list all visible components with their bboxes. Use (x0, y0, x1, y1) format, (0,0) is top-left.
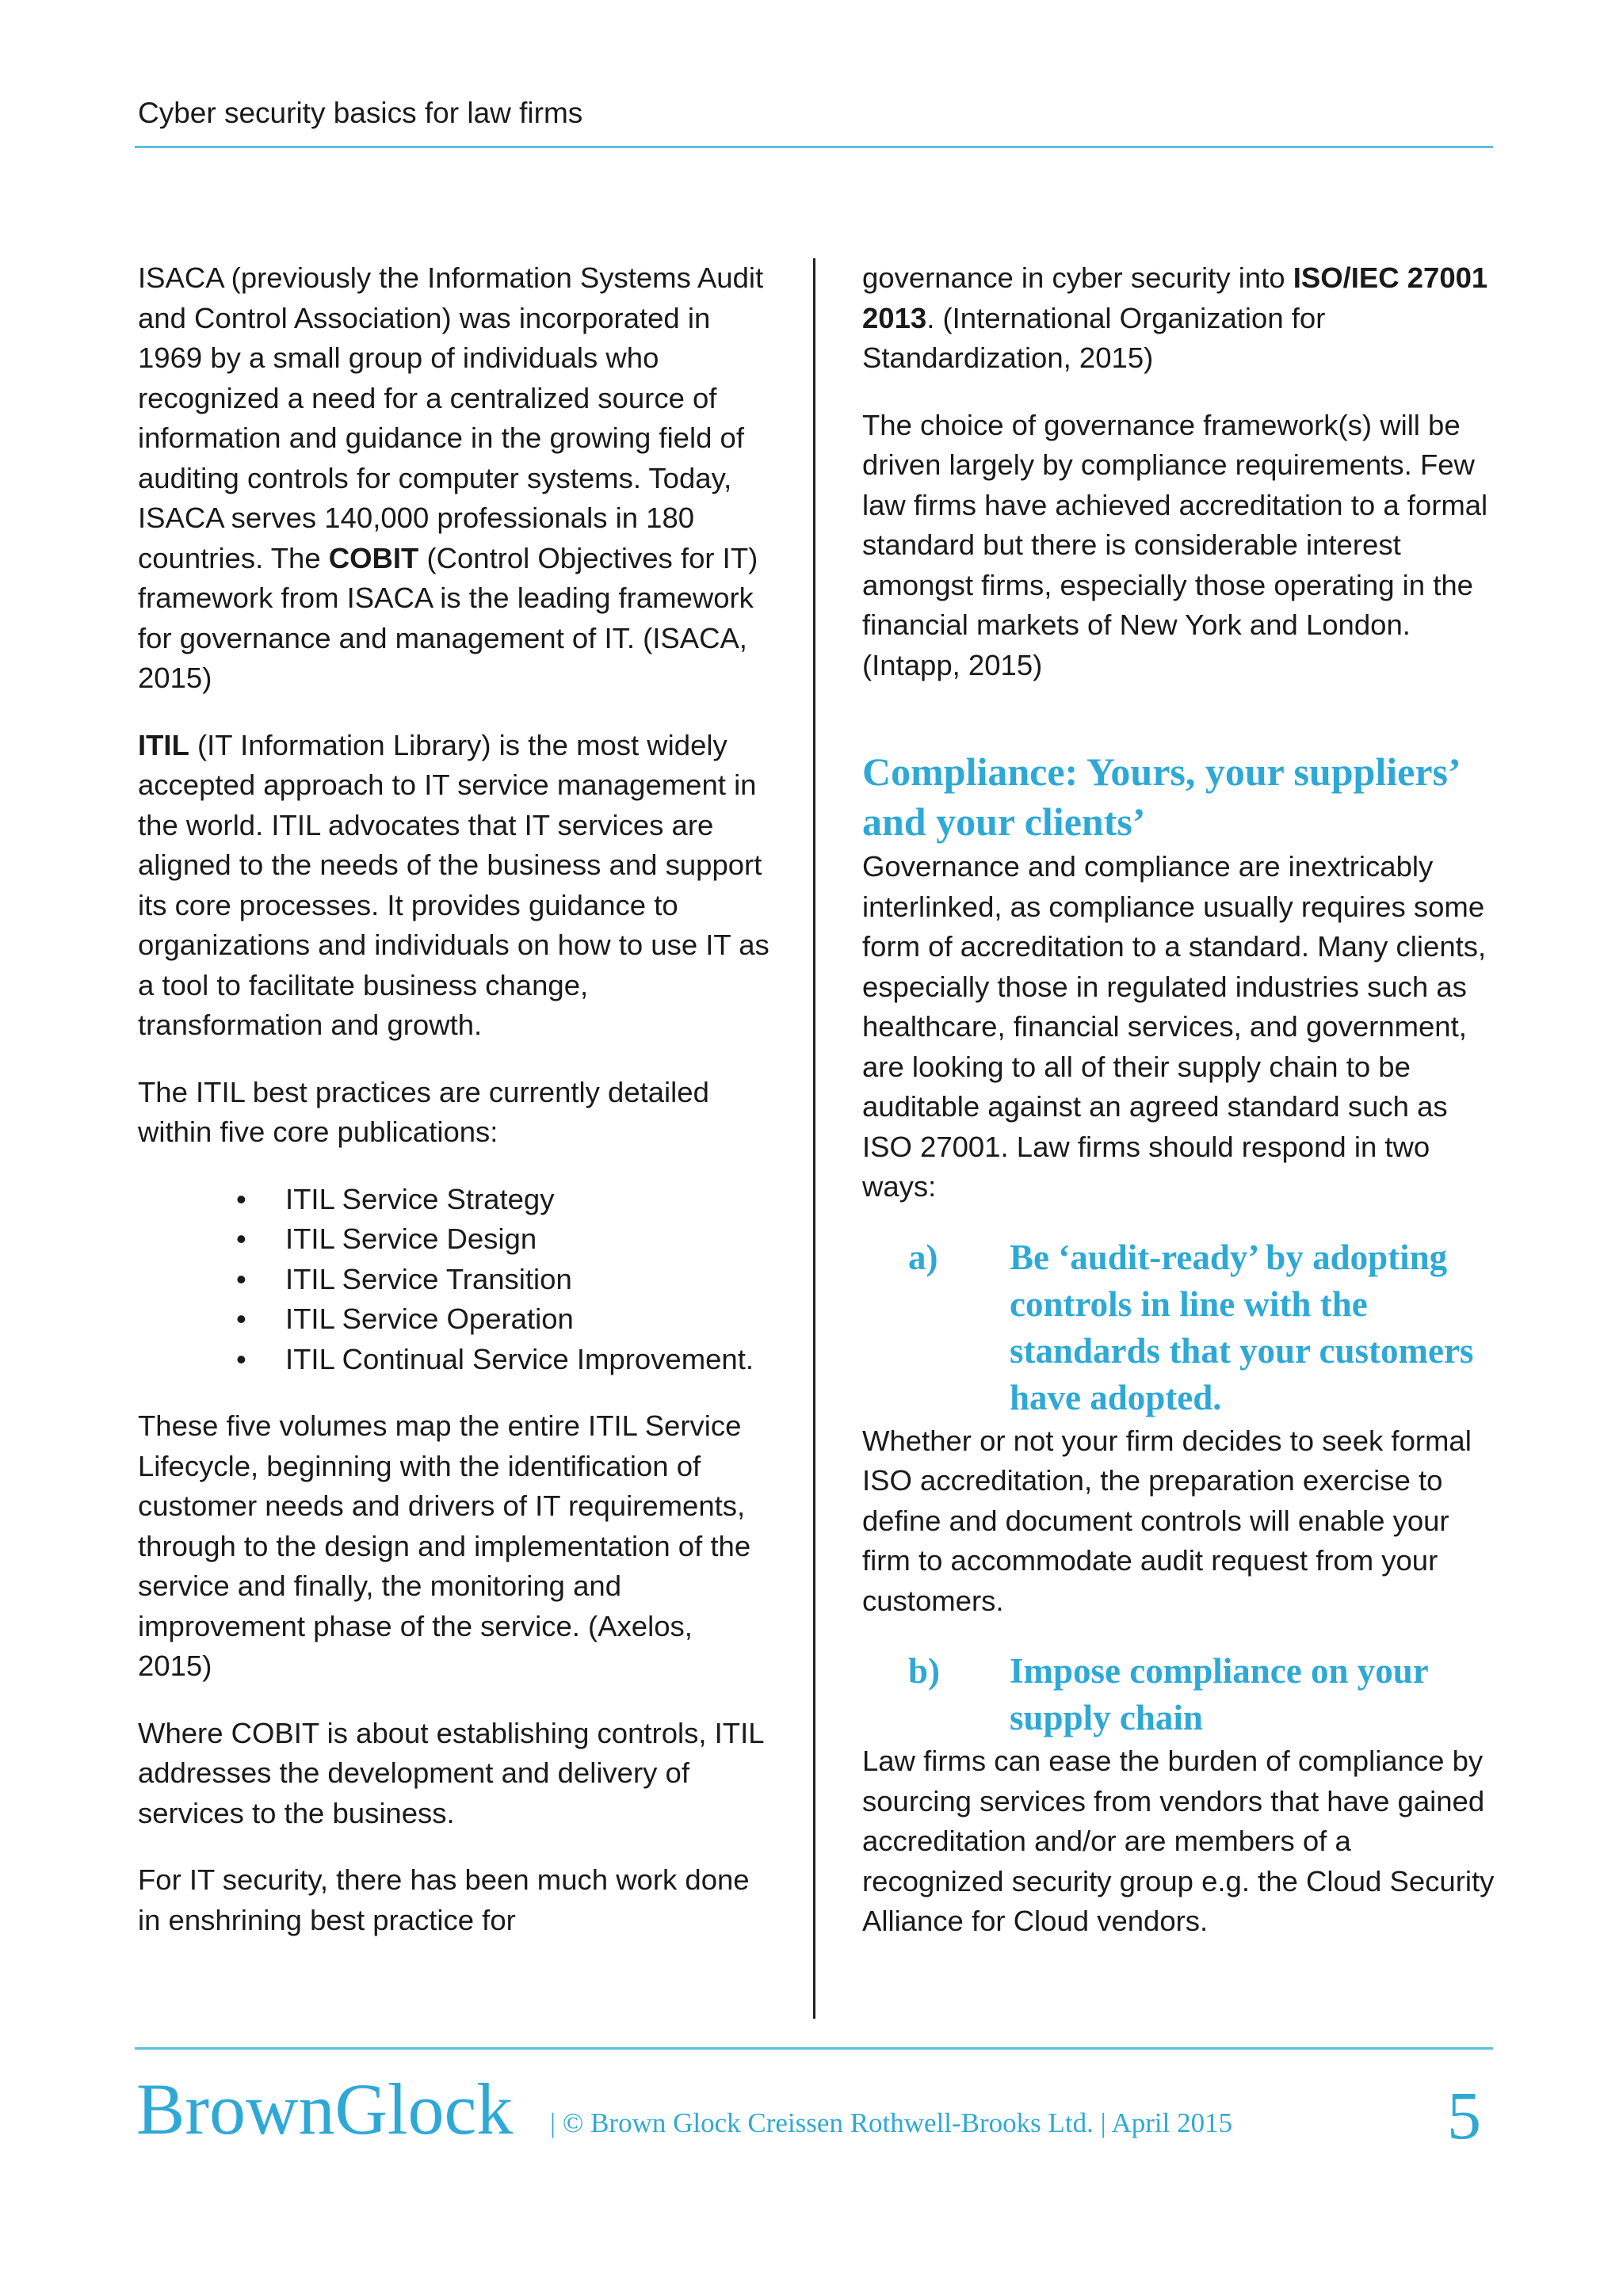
subheading-audit-ready (862, 1234, 1496, 1421)
cobit-itil-paragraph: Where COBIT is about establishing controls, ITIL addresses the development and delivery of services to the business. (138, 1716, 764, 1829)
brand-logo: BrownGlock (136, 2069, 514, 2149)
right-column (862, 258, 1496, 1969)
governance-choice-paragraph: The choice of governance framework(s) will be driven largely by compliance requirements. Few law firms have achieved accreditation to a formal standard but there is considerable interest amongst firms, especially those operating in the financial markets of New York and London. (Intapp, 2015) (862, 408, 1488, 681)
list-item: • ITIL Service Operation (236, 1299, 772, 1340)
bullet-icon: • (236, 1262, 246, 1295)
section-heading: Compliance: Yours, your suppliers’ and your clients’ (862, 749, 1458, 844)
left-column (138, 258, 772, 1967)
page-number: 5 (1447, 2077, 1481, 2153)
itil-paragraph: ITIL (IT Information Library) is the most widely accepted approach to IT service management in the world. ITIL advocates that IT services are aligned to the needs of the business and support its core processes. It provides guidance to organizations and individuals on how to use IT as a tool to facilitate business change, transformation and growth. (138, 728, 769, 1041)
bullet-icon: • (236, 1302, 246, 1335)
lifecycle-paragraph: These five volumes map the entire ITIL Service Lifecycle, beginning with the identification of customer needs and drivers of IT requirements, through to the design and implementation of the service and finally, the monitoring and improvement phase of the service. (Axelos, 2015) (138, 1409, 751, 1682)
subheading-letter: b) (908, 1651, 941, 1691)
list-item: • ITIL Service Strategy (236, 1180, 772, 1220)
subheading-text: Impose compliance on your supply chain (1010, 1651, 1428, 1737)
it-security-paragraph: For IT security, there has been much work done in enshrining best practice for (138, 1863, 750, 1936)
subheading-letter: a) (908, 1237, 938, 1277)
itil-practices-paragraph: The ITIL best practices are currently detailed within five core publications: (138, 1075, 709, 1148)
subheading-supply-chain (862, 1648, 1496, 1741)
column-divider (813, 258, 815, 2019)
bullet-icon: • (236, 1222, 246, 1255)
itil-publications-list (138, 1180, 772, 1380)
list-item: • ITIL Service Design (236, 1219, 772, 1260)
subheading-text: Be ‘audit-ready’ by adopting controls in line with the standards that your customers have adopted. (1010, 1237, 1474, 1417)
audit-ready-paragraph: Whether or not your firm decides to seek formal ISO accreditation, the preparation exercise to define and document controls will enable your firm to accommodate audit request from your customers. (862, 1424, 1472, 1617)
itil-term: ITIL (138, 728, 189, 761)
compliance-paragraph: Governance and compliance are inextricably interlinked, as compliance usually requires some form of accreditation to a standard. Many clients, especially those in regulated industries such as healthcare, financial services, and government, are looking to all of their supply chain to be auditable against an agreed standard such as ISO 27001. Law firms should respond in two ways: (862, 850, 1487, 1203)
supply-chain-paragraph: Law firms can ease the burden of compliance by sourcing services from vendors that have gained accreditation and/or are members of a recognized security group e.g. the Cloud Security Alliance for Cloud vendors. (862, 1745, 1495, 1937)
list-item: • ITIL Service Transition (236, 1260, 772, 1300)
footer-copyright: | © Brown Glock Creissen Rothwell-Brooks Ltd. | April 2015 (550, 2107, 1233, 2138)
header-rule (135, 146, 1493, 148)
footer-rule (135, 2047, 1493, 2050)
isaca-paragraph: ISACA (previously the Information Systems Audit and Control Association) was incorporated in 1969 by a small group of individuals who recognized a need for a centralized source of information and guidance in the growing field of auditing controls for computer systems. Today, ISACA serves 140,000 professionals in 180 countries. The COBIT (Control Objectives for IT) framework from ISACA is the leading framework for governance and management of IT. (ISACA, 2015) (138, 261, 764, 694)
iso-paragraph: governance in cyber security into ISO/IEC 27001 2013. (International Organization for Standardization, 2015) (862, 261, 1488, 374)
iso-term: ISO/IEC 27001 2013 (862, 261, 1488, 334)
bullet-icon: • (236, 1342, 246, 1375)
list-item: • ITIL Continual Service Improvement. (236, 1340, 772, 1380)
bullet-icon: • (236, 1182, 246, 1215)
cobit-term: COBIT (328, 541, 419, 574)
running-header: Cyber security basics for law firms (138, 97, 583, 129)
